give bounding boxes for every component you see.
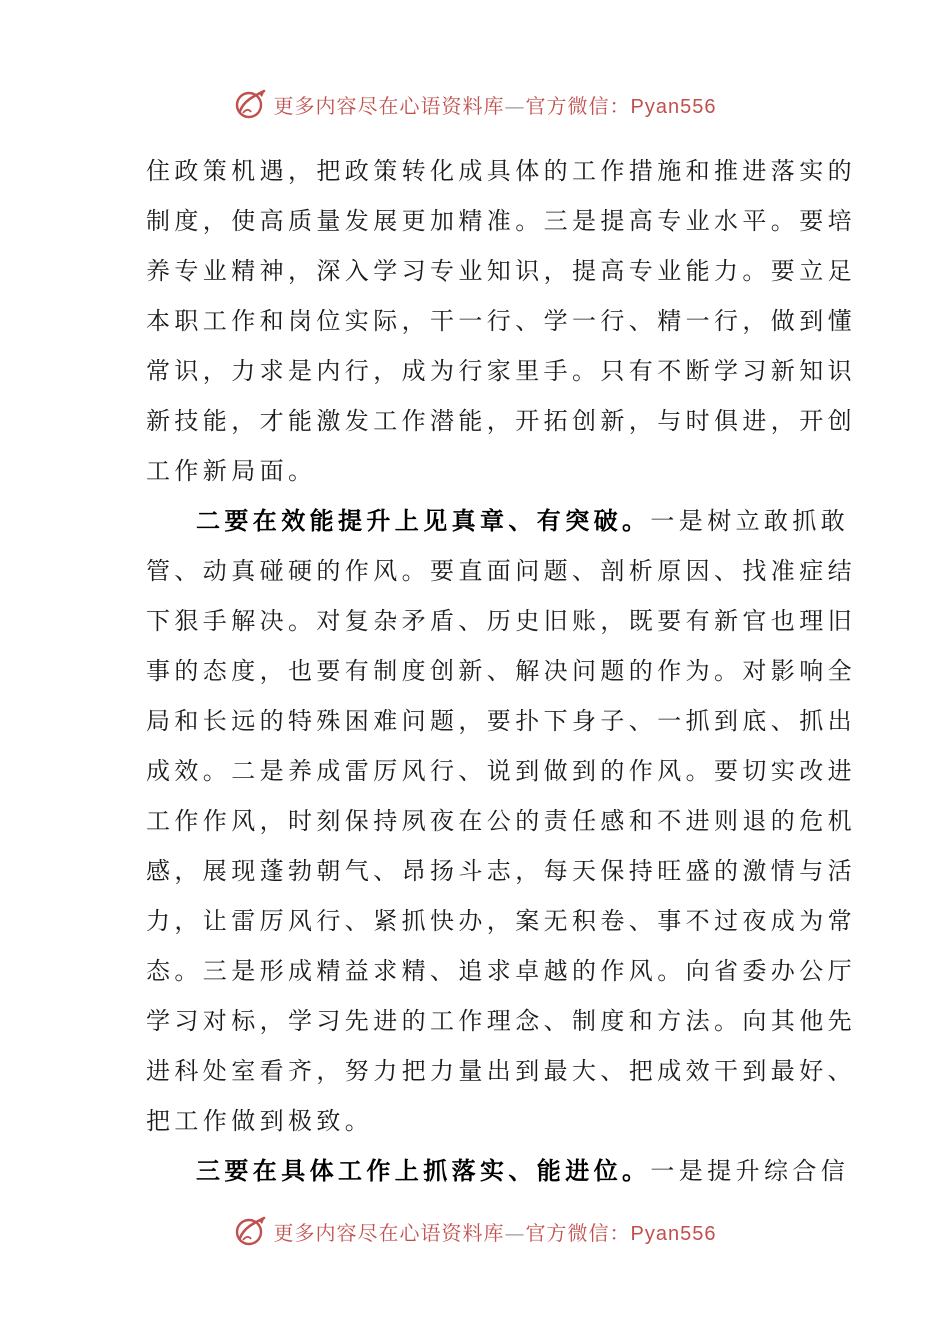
text-line: 进科处室看齐，努力把力量出到最大、把成效干到最好、 bbox=[146, 1057, 856, 1085]
text-line: 感，展现蓬勃朝气、昂扬斗志，每天保持旺盛的激情与活 bbox=[146, 857, 856, 885]
paragraph-1 bbox=[146, 146, 856, 496]
text-line: 学习对标，学习先进的工作理念、制度和方法。向其他先 bbox=[146, 1007, 856, 1035]
text-run: 一是提升综合信 bbox=[650, 1157, 850, 1185]
text-line: 力，让雷厉风行、紧抓快办，案无积卷、事不过夜成为常 bbox=[146, 907, 856, 935]
text-line: 工作新局面。 bbox=[146, 457, 317, 485]
text-line: 新技能，才能激发工作潜能，开拓创新，与时俱进，开创 bbox=[146, 407, 856, 435]
section-heading: 二要在效能提升上见真章、有突破。 bbox=[196, 506, 651, 535]
text-line: 本职工作和岗位实际，干一行、学一行、精一行，做到懂 bbox=[146, 307, 856, 335]
text-line: 把工作做到极致。 bbox=[146, 1107, 374, 1135]
text-line: 下狠手解决。对复杂矛盾、历史旧账，既要有新官也理旧 bbox=[146, 607, 856, 635]
text-line: 住政策机遇，把政策转化成具体的工作措施和推进落实的 bbox=[146, 157, 856, 185]
banner-text bbox=[274, 1217, 717, 1246]
banner-separator: — bbox=[504, 1220, 526, 1245]
text-line: 局和长远的特殊困难问题，要扑下身子、一抓到底、抓出 bbox=[146, 707, 856, 735]
text-run: 一是树立敢抓敢 bbox=[650, 507, 850, 535]
banner-site-text: 更多内容尽在心语资料库 bbox=[273, 93, 505, 118]
banner-separator: — bbox=[504, 93, 526, 118]
banner-wechat-id: Pyan556 bbox=[630, 95, 717, 118]
banner-wechat-label: 官方微信： bbox=[525, 93, 631, 118]
paragraph-2 bbox=[146, 496, 856, 1146]
section-heading: 三要在具体工作上抓落实、能进位。 bbox=[196, 1156, 651, 1185]
text-line: 常识，力求是内行，成为行家里手。只有不断学习新知识 bbox=[146, 357, 856, 385]
banner-wechat-label: 官方微信： bbox=[525, 1220, 631, 1245]
paragraph-3 bbox=[146, 1146, 850, 1196]
banner-wechat-id: Pyan556 bbox=[630, 1222, 717, 1245]
text-line: 工作作风，时刻保持夙夜在公的责任感和不进则退的危机 bbox=[146, 807, 856, 835]
text-line: 制度，使高质量发展更加精准。三是提高专业水平。要培 bbox=[146, 207, 856, 235]
paragraph-first-line bbox=[146, 496, 850, 546]
footer-banner bbox=[0, 1211, 950, 1251]
text-line: 事的态度，也要有制度创新、解决问题的作为。对影响全 bbox=[146, 657, 856, 685]
pen-logo-icon bbox=[234, 87, 268, 121]
text-line: 养专业精神，深入学习专业知识，提高专业能力。要立足 bbox=[146, 257, 856, 285]
header-banner bbox=[0, 84, 950, 124]
paragraph-first-line bbox=[146, 1146, 850, 1196]
banner-site-text: 更多内容尽在心语资料库 bbox=[273, 1220, 505, 1245]
pen-logo-icon bbox=[234, 1214, 268, 1248]
banner-text bbox=[274, 90, 717, 119]
text-line: 管、动真碰硬的作风。要直面问题、剖析原因、找准症结 bbox=[146, 557, 856, 585]
text-line: 成效。二是养成雷厉风行、说到做到的作风。要切实改进 bbox=[146, 757, 856, 785]
text-line: 态。三是形成精益求精、追求卓越的作风。向省委办公厅 bbox=[146, 957, 856, 985]
document-body bbox=[146, 146, 856, 1196]
